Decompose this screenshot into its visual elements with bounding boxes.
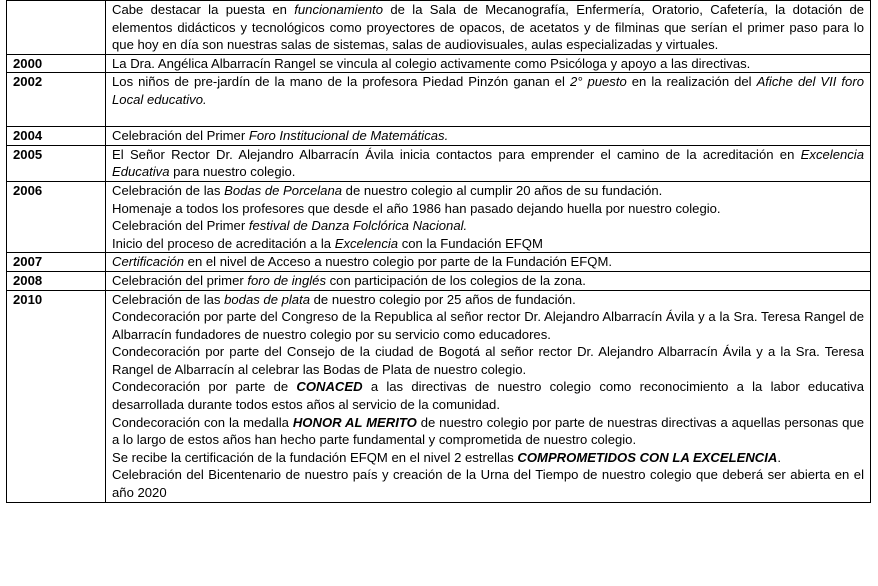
event-cell [106, 181, 871, 252]
event-paragraph [112, 466, 864, 501]
event-text: foro de inglés [247, 272, 326, 288]
event-cell [106, 73, 871, 127]
timeline-row [7, 271, 871, 290]
event-text: Condecoración por parte del Congreso de la Republica al señor rector Dr. Alejandro Albarracín Ávila y a la Sra. Teresa Rangel de Albarracín fundadores de nuestro colegio por su servicio como educadores. [112, 309, 864, 342]
event-cell [106, 253, 871, 272]
event-text: de nuestro colegio por 25 años de fundación. [310, 291, 576, 307]
event-text: en la realización del [626, 74, 757, 90]
event-cell [106, 145, 871, 181]
event-text: Foro Institucional de Matemáticas. [248, 128, 449, 144]
event-paragraph [112, 272, 864, 290]
event-text: con la Fundación EFQM [398, 235, 543, 251]
event-text: El Señor Rector Dr. Alejandro Albarracín Ávila inicia contactos para emprender el camino de la acreditación en [112, 146, 801, 162]
event-cell [106, 54, 871, 73]
event-text: Bodas de Porcelana [224, 182, 343, 198]
event-text: en el nivel de Acceso a nuestro colegio por parte de la Fundación EFQM. [184, 254, 613, 270]
event-cell [106, 290, 871, 502]
event-text: Afiche del VII foro Local educativo. [112, 74, 864, 107]
event-text: Los niños de pre-jardín de la mano de la profesora Piedad Pinzón ganan el [112, 74, 570, 90]
event-paragraph [112, 200, 864, 218]
year-cell: 2000 [7, 54, 106, 73]
event-text: de la Sala de Mecanografía, Enfermería, Oratorio, Cafetería, la dotación de elementos didácticos y tecnológicos como proyectores de opacos, de acetatos y de filminas que serían el primer paso para lo que hoy en día son nuestras salas de sistemas, salas de audiovisuales, aulas especializadas y virtuales. [112, 2, 865, 53]
event-paragraph [112, 291, 864, 309]
event-paragraph [112, 308, 864, 343]
year-cell: 2008 [7, 271, 106, 290]
event-paragraph [112, 235, 864, 253]
event-paragraph [112, 127, 864, 145]
event-text: Condecoración por parte de [112, 379, 297, 395]
year-cell: 2007 [7, 253, 106, 272]
event-text: Celebración de las [112, 291, 225, 307]
event-paragraph [112, 55, 864, 73]
event-text: La Dra. Angélica Albarracín Rangel se vincula al colegio activamente como Psicóloga y apoyo a las directivas. [112, 55, 751, 71]
event-text: Se recibe la certificación de la fundación EFQM en el nivel 2 estrellas [112, 449, 518, 465]
event-text: COMPROMETIDOS CON LA EXCELENCIA [517, 449, 778, 465]
timeline-row [7, 290, 871, 502]
event-cell [106, 271, 871, 290]
event-text: HONOR AL MERITO [292, 414, 417, 430]
event-text: para nuestro colegio. [169, 164, 296, 180]
year-cell: 2006 [7, 181, 106, 252]
event-text: . [777, 449, 781, 465]
event-text: a las directivas de nuestro colegio como reconocimiento a la labor educativa desarrollada durante todos estos años al servicio de la comunidad. [112, 379, 864, 413]
event-text: bodas de plata [224, 291, 311, 307]
event-text: festival de Danza Folclórica Nacional. [248, 218, 468, 234]
year-cell: 2010 [7, 290, 106, 502]
event-paragraph [112, 378, 864, 413]
event-text: Condecoración por parte del Consejo de la ciudad de Bogotá al señor rector Dr. Alejandro Albarracín Ávila y a la Sra. Teresa Rangel de Albarracín al celebrar las Bodas de Plata de nuestro colegio. [112, 344, 864, 377]
event-text: CONACED [296, 379, 363, 395]
timeline-row [7, 181, 871, 252]
event-paragraph [112, 73, 864, 108]
event-text: Homenaje a todos los profesores que desde el año 1986 han pasado dejando huella por nuestro colegio. [112, 200, 721, 216]
event-text: de nuestro colegio al cumplir 20 años de su fundación. [342, 182, 663, 198]
event-text: funcionamiento [294, 2, 384, 17]
timeline-body [7, 1, 871, 503]
event-text: Certificación [112, 254, 185, 270]
event-text: Celebración del Primer [112, 128, 249, 144]
timeline-row [7, 1, 871, 55]
event-paragraph [112, 217, 864, 235]
event-cell [106, 1, 871, 55]
event-text: 2° puesto [569, 74, 627, 90]
event-text: Celebración del Bicentenario de nuestro país y creación de la Urna del Tiempo de nuestro colegio que deberá ser abierta en el año 2020 [112, 467, 864, 501]
timeline-table [6, 0, 871, 503]
event-paragraph [112, 253, 864, 271]
event-paragraph [112, 414, 864, 449]
blank-line [112, 109, 864, 127]
event-text: Celebración del Primer [112, 218, 249, 234]
event-text: Celebración del primer [112, 272, 248, 288]
year-cell: 2004 [7, 127, 106, 146]
timeline-row [7, 73, 871, 127]
timeline-row [7, 54, 871, 73]
timeline-row [7, 127, 871, 146]
event-text: Celebración de las [112, 182, 225, 198]
event-text: Excelencia [334, 235, 399, 251]
event-text: Cabe destacar la puesta en [112, 2, 295, 17]
event-paragraph [112, 449, 864, 467]
event-cell [106, 127, 871, 146]
event-paragraph [112, 146, 864, 181]
event-paragraph [112, 1, 864, 54]
timeline-row [7, 253, 871, 272]
event-text: Excelencia Educativa [112, 146, 864, 180]
event-paragraph [112, 343, 864, 378]
event-text: Inicio del proceso de acreditación a la [112, 235, 335, 251]
year-cell: 2005 [7, 145, 106, 181]
event-text: con participación de los colegios de la zona. [326, 272, 586, 288]
event-text: Condecoración con la medalla [112, 414, 293, 430]
year-cell [7, 1, 106, 55]
year-cell: 2002 [7, 73, 106, 127]
event-text: de nuestro colegio por parte de nuestras directivas a aquellas personas que a lo largo de estos años han hecho parte fundamental y comprometida de nuestro colegio. [112, 414, 864, 448]
timeline-row [7, 145, 871, 181]
event-paragraph [112, 182, 864, 200]
